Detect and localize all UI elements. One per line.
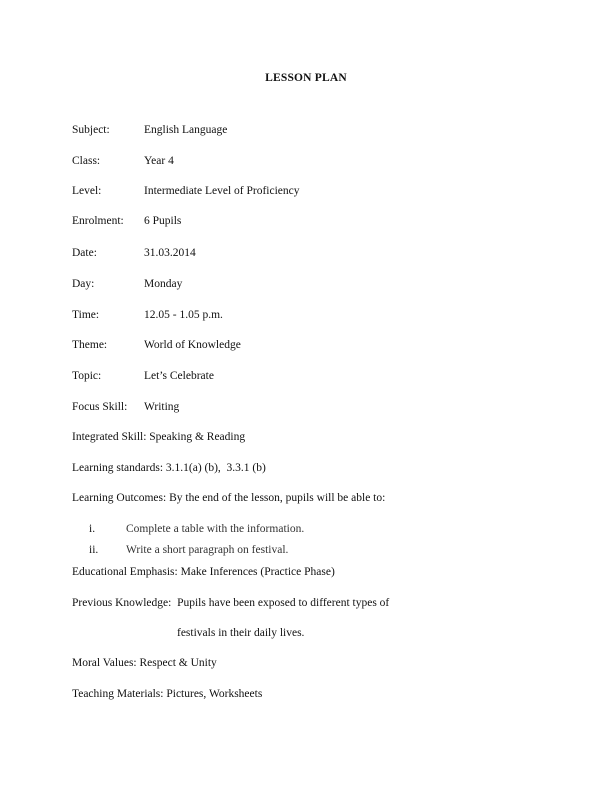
field-value-day: Monday [144,278,183,290]
field-label-class: Class: [72,155,101,167]
field-value-time: 12.05 - 1.05 p.m. [144,309,223,321]
previous-knowledge-continuation: festivals in their daily lives. [177,627,305,639]
educational-emphasis-line: Educational Emphasis: Make Inferences (Practice Phase) [72,566,335,578]
field-label-level: Level: [72,185,102,197]
field-value-date: 31.03.2014 [144,247,196,259]
field-label-enrolment: Enrolment: [72,215,124,227]
field-label-theme: Theme: [72,339,108,351]
learning-standards-line: Learning standards: 3.1.1(a) (b), 3.3.1 (b) [72,462,266,474]
outcome-text: Complete a table with the information. [126,523,305,535]
outcome-number: ii. [89,544,99,556]
field-value-subject: English Language [144,124,228,136]
field-label-subject: Subject: [72,124,110,136]
moral-values-line: Moral Values: Respect & Unity [72,657,217,669]
field-label-topic: Topic: [72,370,102,382]
field-label-focus-skill: Focus Skill: [72,401,128,413]
field-value-topic: Let’s Celebrate [144,370,214,382]
field-value-focus-skill: Writing [144,401,180,413]
learning-outcomes-line: Learning Outcomes: By the end of the lesson, pupils will be able to: [72,492,386,504]
teaching-materials-line: Teaching Materials: Pictures, Worksheets [72,688,263,700]
field-value-class: Year 4 [144,155,174,167]
page-title: LESSON PLAN [265,72,347,84]
outcome-number: i. [89,523,96,535]
outcome-text: Write a short paragraph on festival. [126,544,289,556]
field-label-time: Time: [72,309,100,321]
field-value-enrolment: 6 Pupils [144,215,182,227]
integrated-skill-line: Integrated Skill: Speaking & Reading [72,431,246,443]
field-value-level: Intermediate Level of Proficiency [144,185,300,197]
field-label-date: Date: [72,247,97,259]
previous-knowledge-line: Previous Knowledge: Pupils have been exposed to different types of [72,597,390,609]
field-label-day: Day: [72,278,95,290]
field-value-theme: World of Knowledge [144,339,241,351]
